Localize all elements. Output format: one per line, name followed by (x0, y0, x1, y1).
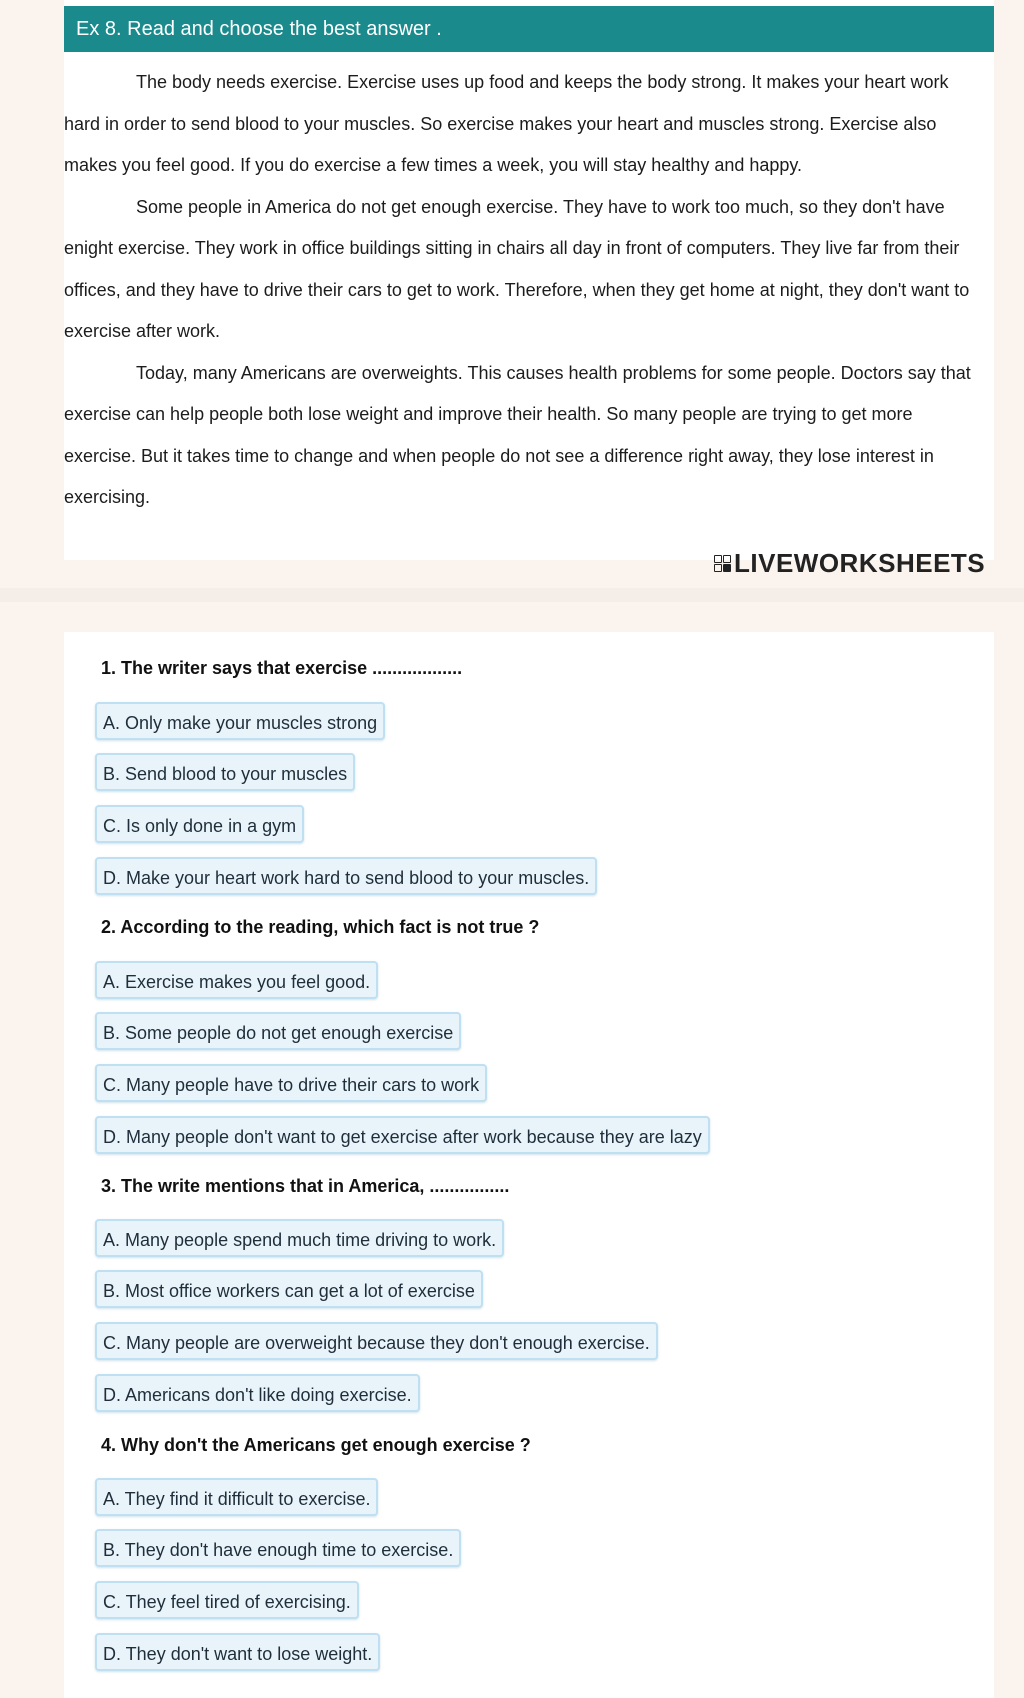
q2-option-c[interactable]: C. Many people have to drive their cars to work (95, 1064, 487, 1102)
q3-option-b[interactable]: B. Most office workers can get a lot of exercise (95, 1270, 483, 1308)
brand-name: LIVEWORKSHEETS (734, 548, 986, 578)
q1-option-c[interactable]: C. Is only done in a gym (95, 805, 304, 843)
question-3: 3. The write mentions that in America, ................ (101, 1176, 510, 1196)
passage-paragraph: Some people in America do not get enough exercise. They have to work too much, so they don't have enight exercise. They work in office buildings sitting in chairs all day in front of computers. They live far from their offices, and they have to drive their cars to get to work. Therefore, when they get home at night, they don't want to exercise after work. (64, 196, 970, 341)
q1-option-b[interactable]: B. Send blood to your muscles (95, 753, 355, 791)
liveworksheets-logo-icon (714, 555, 731, 572)
passage-paragraph: The body needs exercise. Exercise uses up food and keeps the body strong. It makes your heart work hard in order to send blood to your muscles. So exercise makes your heart and muscles strong. Exercise also makes you feel good. If you do exercise a few times a week, you will stay healthy and happy. (64, 72, 949, 175)
q3-option-a[interactable]: A. Many people spend much time driving to work. (95, 1219, 504, 1257)
q4-option-c[interactable]: C. They feel tired of exercising. (95, 1581, 359, 1619)
q3-option-c[interactable]: C. Many people are overweight because they don't enough exercise. (95, 1322, 658, 1360)
q1-option-a[interactable]: A. Only make your muscles strong (95, 702, 385, 740)
q4-option-d[interactable]: D. They don't want to lose weight. (95, 1633, 380, 1671)
exercise-title: Ex 8. Read and choose the best answer . (64, 6, 994, 52)
passage-paragraph: Today, many Americans are overweights. This causes health problems for some people. Doctors say that exercise can help people both lose weight and improve their health. So many people are trying to get more exercise. But it takes time to change and when people do not see a difference right away, they lose interest in exercising. (64, 362, 971, 507)
reading-passage (64, 62, 979, 519)
q3-option-d[interactable]: D. Americans don't like doing exercise. (95, 1374, 420, 1412)
q4-option-b[interactable]: B. They don't have enough time to exercise. (95, 1529, 461, 1567)
section-divider (0, 588, 1024, 602)
q2-option-a[interactable]: A. Exercise makes you feel good. (95, 961, 378, 999)
q2-option-b[interactable]: B. Some people do not get enough exercise (95, 1012, 461, 1050)
q2-option-d[interactable]: D. Many people don't want to get exercise after work because they are lazy (95, 1116, 710, 1154)
q4-option-a[interactable]: A. They find it difficult to exercise. (95, 1478, 378, 1516)
liveworksheets-brand (714, 548, 985, 579)
q1-option-d[interactable]: D. Make your heart work hard to send blood to your muscles. (95, 857, 597, 895)
question-2: 2. According to the reading, which fact is not true ? (101, 917, 540, 937)
question-4: 4. Why don't the Americans get enough exercise ? (101, 1435, 531, 1455)
question-1: 1. The writer says that exercise .................. (101, 658, 463, 678)
